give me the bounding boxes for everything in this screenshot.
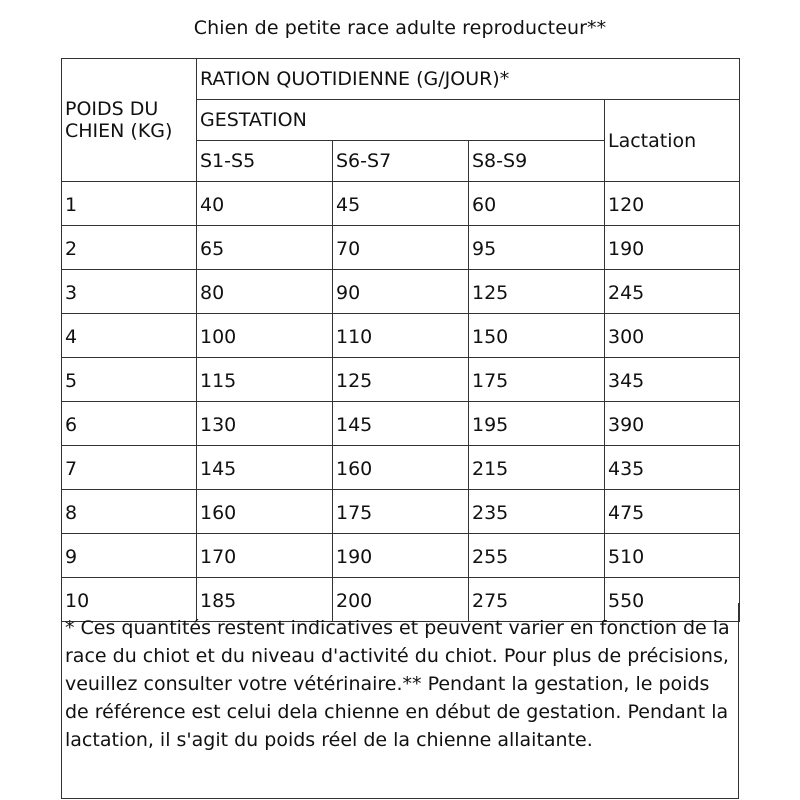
table-row	[62, 490, 740, 534]
cell-s6-s7: 45	[333, 182, 469, 226]
page-title: Chien de petite race adulte reproducteur**	[193, 17, 607, 39]
table-row	[62, 402, 740, 446]
cell-weight: 10	[62, 578, 197, 622]
cell-weight: 7	[62, 446, 197, 490]
cell-weight: 8	[62, 490, 197, 534]
cell-weight: 6	[62, 402, 197, 446]
cell-weight: 9	[62, 534, 197, 578]
table-row	[62, 358, 740, 402]
cell-s1-s5: 130	[197, 402, 333, 446]
cell-lactation: 475	[605, 490, 740, 534]
cell-s8-s9: 150	[469, 314, 605, 358]
table-row	[62, 314, 740, 358]
cell-weight: 3	[62, 270, 197, 314]
cell-s1-s5: 115	[197, 358, 333, 402]
cell-s8-s9: 255	[469, 534, 605, 578]
cell-s6-s7: 90	[333, 270, 469, 314]
cell-s6-s7: 190	[333, 534, 469, 578]
cell-weight: 2	[62, 226, 197, 270]
cell-lactation: 245	[605, 270, 740, 314]
cell-s6-s7: 110	[333, 314, 469, 358]
subheader-s1-s5: S1-S5	[197, 141, 333, 182]
cell-s8-s9: 125	[469, 270, 605, 314]
cell-lactation: 345	[605, 358, 740, 402]
table-row	[62, 534, 740, 578]
cell-s1-s5: 185	[197, 578, 333, 622]
header-row-ration	[62, 59, 740, 100]
header-ration: RATION QUOTIDIENNE (G/JOUR)*	[197, 59, 740, 100]
cell-s1-s5: 40	[197, 182, 333, 226]
table-row	[62, 446, 740, 490]
cell-lactation: 190	[605, 226, 740, 270]
cell-s6-s7: 145	[333, 402, 469, 446]
cell-s8-s9: 60	[469, 182, 605, 226]
cell-lactation: 120	[605, 182, 740, 226]
ration-table-body	[62, 59, 740, 622]
subheader-s6-s7: S6-S7	[333, 141, 469, 182]
cell-s1-s5: 65	[197, 226, 333, 270]
table-row	[62, 226, 740, 270]
cell-lactation: 510	[605, 534, 740, 578]
ration-table	[61, 58, 740, 622]
cell-s6-s7: 175	[333, 490, 469, 534]
header-gestation: GESTATION	[197, 100, 605, 141]
cell-s8-s9: 235	[469, 490, 605, 534]
header-weight: POIDS DU CHIEN (KG)	[62, 59, 197, 182]
cell-s1-s5: 145	[197, 446, 333, 490]
cell-s6-s7: 70	[333, 226, 469, 270]
cell-lactation: 435	[605, 446, 740, 490]
cell-s8-s9: 175	[469, 358, 605, 402]
header-lactation: Lactation	[605, 100, 740, 182]
cell-s1-s5: 170	[197, 534, 333, 578]
cell-weight: 1	[62, 182, 197, 226]
cell-s8-s9: 95	[469, 226, 605, 270]
table-row	[62, 270, 740, 314]
footnote: * Ces quantités restent indicatives et peuvent varier en fonction de la race du chiot et du niveau d'activité du chiot. Pour plus de précisions, veuillez consulter votre vétérinaire.** Pendant la gestation, le poids de référence est celui dela chienne en début de gestation. Pendant la lactation, il s'agit du poids réel de la chienne allaitante.	[61, 603, 739, 799]
cell-s6-s7: 125	[333, 358, 469, 402]
cell-s1-s5: 80	[197, 270, 333, 314]
cell-s8-s9: 275	[469, 578, 605, 622]
cell-s6-s7: 200	[333, 578, 469, 622]
cell-lactation: 390	[605, 402, 740, 446]
cell-s1-s5: 100	[197, 314, 333, 358]
cell-weight: 5	[62, 358, 197, 402]
subheader-s8-s9: S8-S9	[469, 141, 605, 182]
table-row	[62, 182, 740, 226]
cell-lactation: 550	[605, 578, 740, 622]
cell-s6-s7: 160	[333, 446, 469, 490]
cell-s8-s9: 195	[469, 402, 605, 446]
cell-weight: 4	[62, 314, 197, 358]
cell-s8-s9: 215	[469, 446, 605, 490]
cell-lactation: 300	[605, 314, 740, 358]
cell-s1-s5: 160	[197, 490, 333, 534]
